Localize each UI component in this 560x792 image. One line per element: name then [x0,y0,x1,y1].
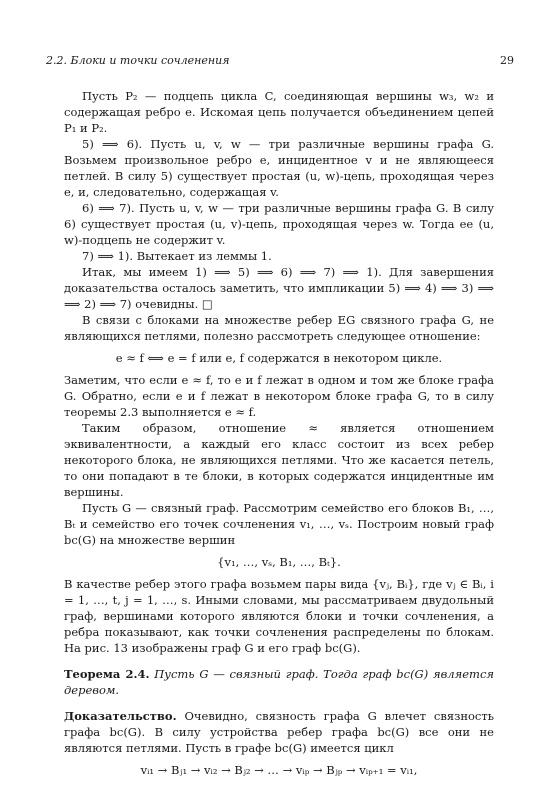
paragraph: 7) ⟹ 1). Вытекает из леммы 1. [82,249,272,263]
theorem-statement: Пусть G — связный граф. Тогда граф bc(G) является деревом. [64,667,495,697]
theorem [64,666,494,698]
cycle-formula: vᵢ₁ → Bⱼ₁ → vᵢ₂ → Bⱼ₂ → … → vᵢₚ → Bⱼₚ → vᵢₚ₊₁ = vᵢ₁, [140,763,418,777]
page-body [64,88,494,784]
proof-text: Очевидно, связность графа G влечет связность графа bc(G). В силу устройства ребер графа bc(G) все они не являются петлями. Пусть в графе bc(G) имеется цикл [64,709,495,755]
proof [64,708,494,756]
paragraph: Пусть P₂ — подцепь цикла C, соединяющая вершины w₃, w₂ и содержащая ребро e. Искомая цепь получается объединением цепей P₁ и P₂. [64,89,494,135]
theorem-label: Теорема 2.4. [64,667,150,681]
running-header [46,54,514,70]
page-number: 29 [500,54,514,67]
paragraph: Итак, мы имеем 1) ⟹ 5) ⟹ 6) ⟹ 7) ⟹ 1). Для завершения доказательства осталось заметить, что импликации 5) ⟹ 4) ⟹ 3) ⟹ ⟹ 2) ⟹ 7) очевидны. □ [64,265,494,311]
equivalence-formula: e ≈ f ⟺ e = f или e, f содержатся в некотором цикле. [115,351,443,365]
paragraph: В качестве ребер этого графа возьмем пары вида {vⱼ, Bᵢ}, где vⱼ ∈ Bᵢ, i = 1, …, t, j = 1, …, s. Иными словами, мы рассматриваем двудольный граф, вершинами которого являются блоки и точки сочленения, а ребра показывают, как точки сочленения распределены по блокам. На рис. 13 изображены граф G и его граф bc(G). [64,577,494,655]
paragraph: Пусть G — связный граф. Рассмотрим семейство его блоков B₁, …, Bₜ и семейство его точек сочленения v₁, …, vₛ. Построим новый граф bc(G) на множестве вершин [64,501,494,547]
paragraph: Таким образом, отношение ≈ является отношением эквивалентности, а каждый его класс состоит из всех ребер некоторого блока, не являющихся петлями. Что же касается петель, то они попадают в те блоки, в которых содержатся инцидентные им вершины. [64,421,494,499]
paragraph: 6) ⟹ 7). Пусть u, v, w — три различные вершины графа G. В силу 6) существует простая (u, v)-цепь, проходящая через w. Тогда ее (u, w)-подцепь не содержит v. [64,201,494,247]
vertex-set-formula: {v₁, …, vₛ, B₁, …, Bₜ}. [217,555,341,569]
proof-label: Доказательство. [64,709,177,723]
section-title: 2.2. Блоки и точки сочленения [46,54,230,67]
paragraph: В связи с блоками на множестве ребер EG связного графа G, не являющихся петлями, полезно рассмотреть следующее отношение: [64,313,494,343]
paragraph: Заметим, что если e ≈ f, то e и f лежат в одном и том же блоке графа G. Обратно, если e и f лежат в некотором блоке графа G, то в силу теоремы 2.3 выполняется e ≈ f. [64,373,494,419]
paragraph: 5) ⟹ 6). Пусть u, v, w — три различные вершины графа G. Возьмем произвольное ребро e, инцидентное v и не являющееся петлей. В силу 5) существует простая (u, w)-цепь, проходящая через e, и, следовательно, содержащая v. [64,137,494,199]
